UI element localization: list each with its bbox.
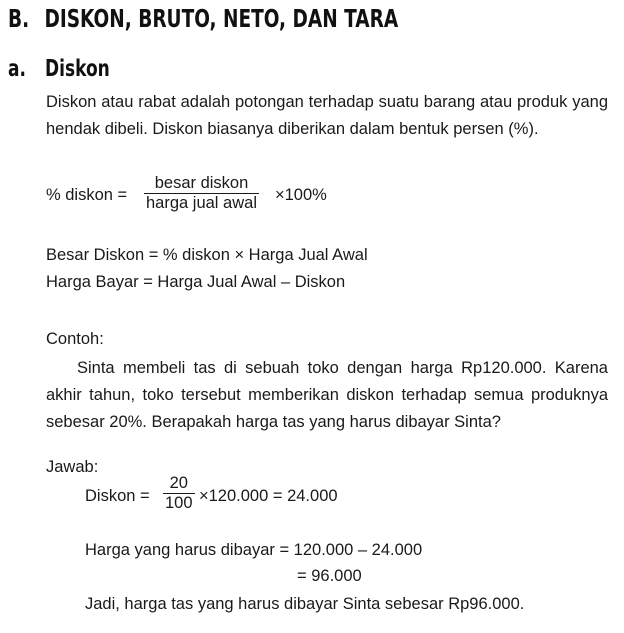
discount-rhs: ×120.000 = 24.000 [199,487,338,505]
formula-lhs: % diskon = [46,186,128,204]
discount-fraction [163,474,195,513]
formula-rhs: ×100% [275,186,327,204]
section-marker: B. [8,4,30,33]
formula-numerator: besar diskon [154,174,249,192]
rule-line: Besar Diskon = % diskon × Harga Jual Awal [46,246,368,264]
subsection-title: Diskon [45,56,110,82]
section-title: DISKON, BRUTO, NETO, DAN TARA [44,4,399,33]
discount-denominator: 100 [165,494,193,512]
formula-denominator: harga jual awal [146,194,257,212]
pay-result: = 96.000 [297,567,362,585]
example-problem: Sinta membeli tas di sebuah toko dengan harga Rp120.000. Karena akhir tahun, toko tersebut memberikan diskon terhadap semua produknya sebesar 20%. Berapakah harga tas yang harus dibayar Sinta? [46,359,608,431]
conclusion: Jadi, harga tas yang harus dibayar Sinta sebesar Rp96.000. [85,595,525,613]
subsection-heading [8,56,110,82]
discount-numerator: 20 [169,474,188,492]
rule-line: Harga Bayar = Harga Jual Awal – Diskon [46,273,346,291]
discount-lhs: Diskon = [85,487,150,505]
example-label: Contoh: [46,330,104,348]
intro-paragraph: Diskon atau rabat adalah potongan terhadap suatu barang atau produk yang hendak dibeli. Diskon biasanya diberikan dalam bentuk persen (%). [46,93,608,138]
formula-fraction [144,174,259,213]
subsection-marker: a. [8,56,26,82]
answer-label: Jawab: [46,458,99,476]
pay-line: Harga yang harus dibayar = 120.000 – 24.000 [85,541,423,559]
section-heading [8,4,398,33]
